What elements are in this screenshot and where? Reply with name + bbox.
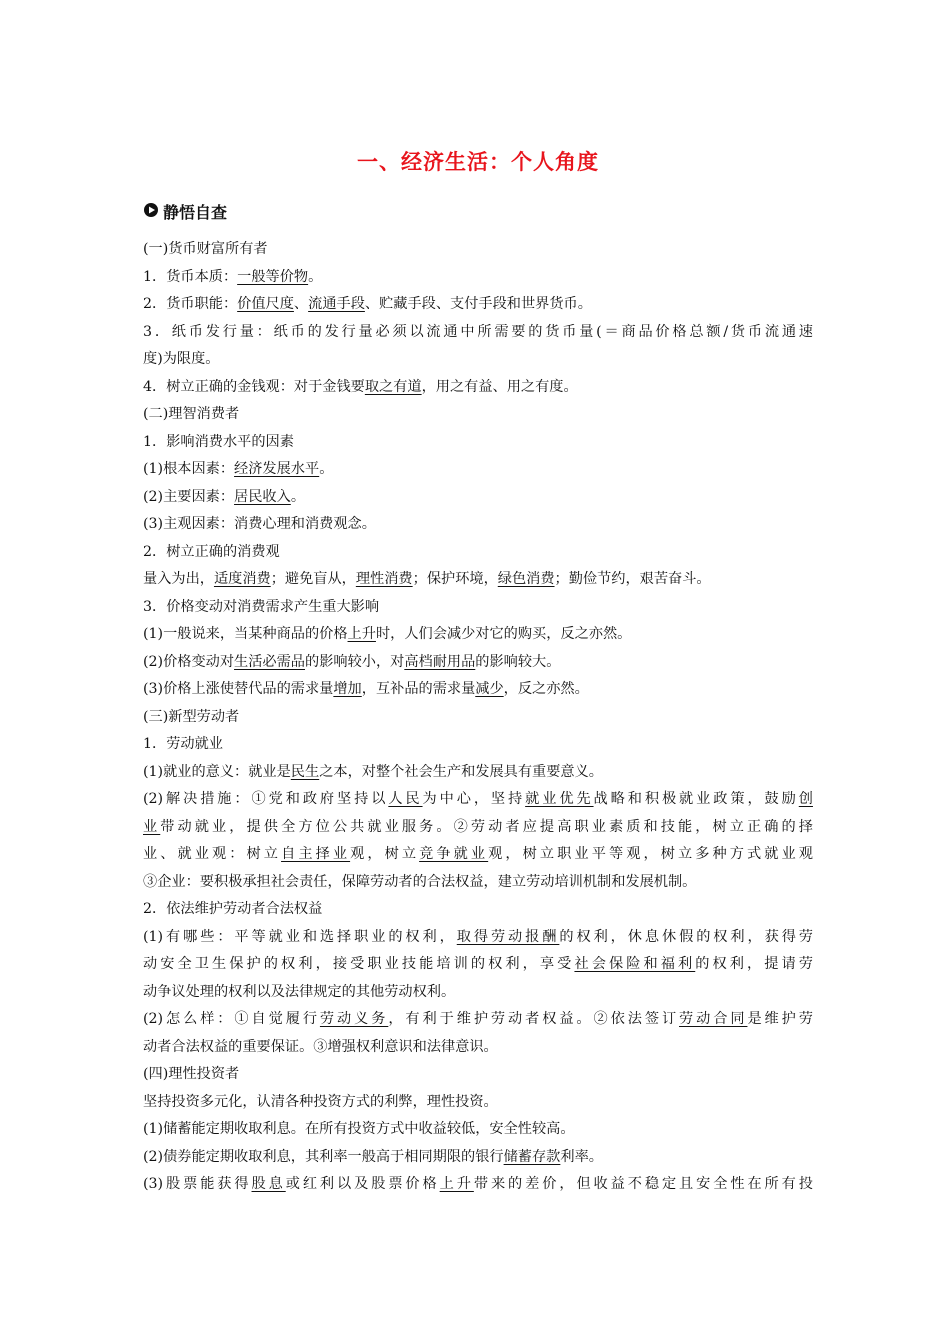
text-span: 带动就业，提供全方位公共就业服务。②劳动者应提高职业素质和技能，树立正确的择 <box>160 818 813 835</box>
text-span: ，有利于维护劳动者权益。②依法签订 <box>388 1011 680 1027</box>
text-line <box>143 1006 813 1034</box>
underlined-answer: 高档耐用品 <box>404 653 476 670</box>
text-span: 动安全卫生保护的权利，接受职业技能培训的权利，享受 <box>143 956 575 972</box>
text-span: (1)储蓄能定期收取利息。在所有投资方式中收益较低，安全性较高。 <box>143 1121 575 1137</box>
text-span: 战略和积极就业政策，鼓励 <box>593 791 799 807</box>
underlined-answer: 生活必需品 <box>234 653 305 670</box>
text-span: 的影响较小，对 <box>305 653 405 670</box>
text-span: (1)根本因素： <box>143 461 235 477</box>
text-line <box>143 511 813 539</box>
text-line <box>143 539 813 567</box>
text-span: (2)主要因素： <box>143 488 235 505</box>
text-line <box>143 786 813 814</box>
section-heading <box>143 200 227 223</box>
text-span: (3)股票能获得 <box>143 1176 252 1192</box>
text-line <box>143 704 813 732</box>
text-span: ③企业：要积极承担社会责任，保障劳动者的合法权益，建立劳动培训机制和发展机制。 <box>143 873 697 890</box>
text-span: (3)价格上涨使替代品的需求量 <box>143 681 334 697</box>
text-span: 为中心，坚持 <box>422 791 526 807</box>
text-line <box>143 374 813 402</box>
text-span: 业、就业观：树立 <box>143 846 282 862</box>
text-span: (二)理智消费者 <box>143 406 240 422</box>
underlined-answer: 经济发展水平 <box>234 461 320 477</box>
underlined-answer: 上升 <box>439 1176 474 1192</box>
text-span: 、 <box>293 296 309 312</box>
text-span: (2)怎么样：①自觉履行 <box>143 1011 320 1027</box>
underlined-answer: 适度消费 <box>213 571 271 587</box>
play-circle-icon <box>143 202 159 222</box>
text-span: 利率。 <box>560 1148 603 1165</box>
text-line <box>143 621 813 649</box>
text-span: 是维护劳 <box>747 1011 813 1027</box>
text-span: 2．依法维护劳动者合法权益 <box>143 901 323 917</box>
text-line <box>143 841 813 869</box>
text-line <box>143 676 813 704</box>
text-span: 时，人们会减少对它的购买，反之亦然。 <box>375 626 632 642</box>
text-span: (1)一般说来，当某种商品的价格 <box>143 626 348 642</box>
underlined-answer: 减少 <box>475 681 504 697</box>
text-line <box>143 346 813 374</box>
text-span: 2．树立正确的消费观 <box>143 543 280 560</box>
text-span: 度)为限度。 <box>143 351 220 367</box>
underlined-answer: 上升 <box>347 626 376 642</box>
text-span: 之本，对整个社会生产和发展具有重要意义。 <box>319 763 603 780</box>
text-line <box>143 731 813 759</box>
underlined-answer: 劳动合同 <box>679 1011 748 1027</box>
underlined-answer: 自主择业 <box>281 846 351 862</box>
text-line <box>143 1171 813 1199</box>
underlined-answer: 社会保险和福利 <box>574 956 696 972</box>
text-span: 的权利，提请劳 <box>695 956 813 972</box>
text-span: (2)解决措施：①党和政府坚持以 <box>143 791 389 807</box>
underlined-answer: 价值尺度 <box>237 296 294 312</box>
text-span: ；避免盲从， <box>270 571 356 587</box>
underlined-answer: 人民 <box>388 791 423 807</box>
text-line <box>143 484 813 512</box>
text-line <box>143 291 813 319</box>
text-span: 观，树立 <box>350 846 420 862</box>
text-line <box>143 401 813 429</box>
text-span: 3．价格变动对消费需求产生重大影响 <box>143 598 380 615</box>
underlined-answer: 取之有道 <box>364 378 422 395</box>
text-line <box>143 264 813 292</box>
underlined-answer: 增加 <box>333 681 362 697</box>
text-line <box>143 1034 813 1062</box>
text-span: 的影响较大。 <box>475 653 561 670</box>
text-span: 2．货币职能： <box>143 296 238 312</box>
text-line <box>143 1089 813 1117</box>
underlined-answer: 创 <box>798 791 813 807</box>
text-span: (2)价格变动对 <box>143 653 235 670</box>
underlined-answer: 就业优先 <box>525 791 594 807</box>
text-line <box>143 896 813 924</box>
text-line <box>143 1116 813 1144</box>
underlined-answer: 一般等价物 <box>237 268 309 285</box>
section-heading-label: 静悟自查 <box>163 203 228 222</box>
text-span: (2)债券能定期收取利息，其利率一般高于相同期限的银行 <box>143 1148 504 1165</box>
text-span: (3)主观因素：消费心理和消费观念。 <box>143 516 376 532</box>
text-span: (1)有哪些：平等就业和选择职业的权利， <box>143 928 457 945</box>
text-span: 动者合法权益的重要保证。③增强权利意识和法律意识。 <box>143 1038 498 1055</box>
text-span: 。 <box>319 461 334 477</box>
text-span: 或红利以及股票价格 <box>285 1176 440 1192</box>
text-span: ；勤俭节约，艰苦奋斗。 <box>554 571 711 587</box>
text-span: ；保护环境， <box>412 571 498 587</box>
text-span: 1．劳动就业 <box>143 736 223 752</box>
underlined-answer: 储蓄存款 <box>503 1148 561 1165</box>
text-span: (一)货币财富所有者 <box>143 241 268 257</box>
text-line <box>143 429 813 457</box>
text-line <box>143 1061 813 1089</box>
text-line <box>143 594 813 622</box>
text-line <box>143 566 813 594</box>
underlined-answer: 绿色消费 <box>497 571 555 587</box>
text-span: 。 <box>290 488 306 505</box>
text-span: 观，树立职业平等观，树立多种方式就业观 <box>488 846 813 862</box>
text-span: 量入为出， <box>143 571 214 587</box>
text-line <box>143 236 813 264</box>
text-span: 带来的差价，但收益不稳定且安全性在所有投 <box>473 1176 813 1192</box>
underlined-answer: 业 <box>143 818 161 835</box>
text-span: ，互补品的需求量 <box>361 681 476 697</box>
text-span: 1．影响消费水平的因素 <box>143 433 294 450</box>
page-title: 一、经济生活：个人角度 <box>357 150 599 174</box>
text-span: (四)理性投资者 <box>143 1066 240 1082</box>
text-line <box>143 979 813 1007</box>
text-line <box>143 456 813 484</box>
underlined-answer: 居民收入 <box>234 488 291 505</box>
text-line <box>143 869 813 897</box>
text-span: 动争议处理的权利以及法律规定的其他劳动权利。 <box>143 983 456 1000</box>
text-span: ，反之亦然。 <box>503 681 589 697</box>
text-span: (三)新型劳动者 <box>143 708 240 725</box>
text-line <box>143 759 813 787</box>
text-span: 坚持投资多元化，认清各种投资方式的利弊，理性投资。 <box>143 1093 498 1110</box>
underlined-answer: 取得劳动报酬 <box>456 928 560 945</box>
text-span: 。 <box>308 268 323 285</box>
text-span: ，用之有益、用之有度。 <box>421 378 578 395</box>
text-line <box>143 924 813 952</box>
underlined-answer: 民生 <box>290 763 320 780</box>
text-span: (1)就业的意义：就业是 <box>143 763 291 780</box>
text-span: 4．树立正确的金钱观：对于金钱要 <box>143 378 365 395</box>
text-line <box>143 319 813 347</box>
text-line <box>143 649 813 677</box>
text-line <box>143 1144 813 1172</box>
underlined-answer: 理性消费 <box>355 571 413 587</box>
text-line <box>143 814 813 842</box>
text-span: 的权利，休息休假的权利，获得劳 <box>559 928 813 945</box>
underlined-answer: 劳动义务 <box>319 1011 389 1027</box>
text-span: 3．纸币发行量：纸币的发行量必须以流通中所需要的货币量(＝商品价格总额/货币流通速 <box>143 323 813 340</box>
underlined-answer: 流通手段 <box>308 296 365 312</box>
underlined-answer: 竞争就业 <box>419 846 489 862</box>
underlined-answer: 股息 <box>251 1176 286 1192</box>
document-body <box>143 236 813 1199</box>
text-line <box>143 951 813 979</box>
text-span: 、贮藏手段、支付手段和世界货币。 <box>364 296 592 312</box>
text-span: 1．货币本质： <box>143 268 238 285</box>
